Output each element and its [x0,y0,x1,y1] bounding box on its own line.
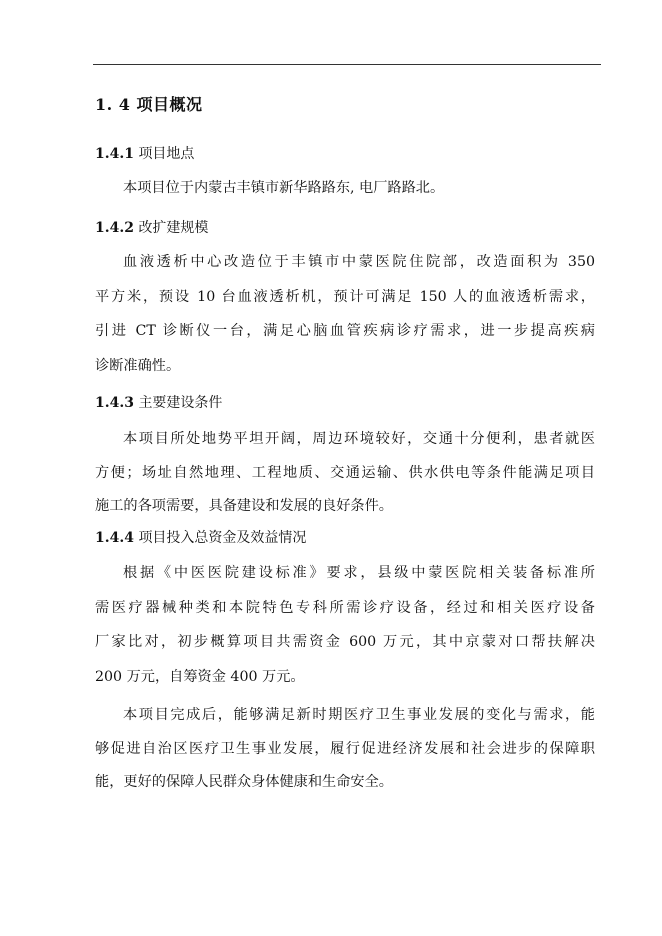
paragraph-line: 200 万元，自筹资金 400 万元。 [95,669,305,685]
paragraph-line: 根据《中医医院建设标准》要求，县级中蒙医院相关装备标准所 [123,565,595,581]
subheading-title: 项目投入总资金及效益情况 [138,530,307,546]
paragraph-line: 本项目位于内蒙古丰镇市新华路路东, 电厂路路北。 [123,180,445,196]
paragraph-line: 血液透析中心改造位于丰镇市中蒙医院住院部，改造面积为 350 [123,254,595,270]
subheading-number: 1.4.1 [95,146,134,162]
paragraph-line: 本项目完成后，能够满足新时期医疗卫生事业发展的变化与需求，能 [123,707,595,723]
paragraph-line: 需医疗器械种类和本院特色专科所需诊疗设备，经过和相关医疗设备 [95,600,595,616]
subheading-title: 项目地点 [138,146,195,162]
section-heading: 1. 4 项目概况 [95,95,203,114]
paragraph-line: 方便；场址自然地理、工程地质、交通运输、供水供电等条件能满足项目 [95,465,595,481]
paragraph-line: 本项目所处地势平坦开阔，周边环境较好，交通十分便利，患者就医 [123,431,595,447]
paragraph-line: 厂家比对，初步概算项目共需资金 600 万元，其中京蒙对口帮扶解决 [95,634,595,650]
subheading-number: 1.4.4 [95,530,134,546]
paragraph-line: 够促进自治区医疗卫生事业发展，履行促进经济发展和社会进步的保障职 [95,741,595,757]
paragraph-line: 平方米，预设 10 台血液透析机，预计可满足 150 人的血液透析需求， [95,289,595,305]
subheading-number: 1.4.3 [95,395,134,411]
subheading-investment-benefits [95,527,306,547]
paragraph-line: 施工的各项需要，具备建设和发展的良好条件。 [95,498,393,514]
subheading-expansion-scale [95,217,208,237]
paragraph-line: 能，更好的保障人民群众身体健康和生命安全。 [95,774,393,790]
header-rule [93,64,601,65]
paragraph-line: 引进 CT 诊断仪一台，满足心脑血管疾病诊疗需求，进一步提高疾病 [95,323,595,339]
subheading-construction-conditions [95,392,222,412]
subheading-project-location [95,143,194,163]
paragraph-line: 诊断准确性。 [95,358,181,374]
subheading-number: 1.4.2 [95,220,134,236]
subheading-title: 主要建设条件 [138,395,223,411]
subheading-title: 改扩建规模 [138,220,209,236]
